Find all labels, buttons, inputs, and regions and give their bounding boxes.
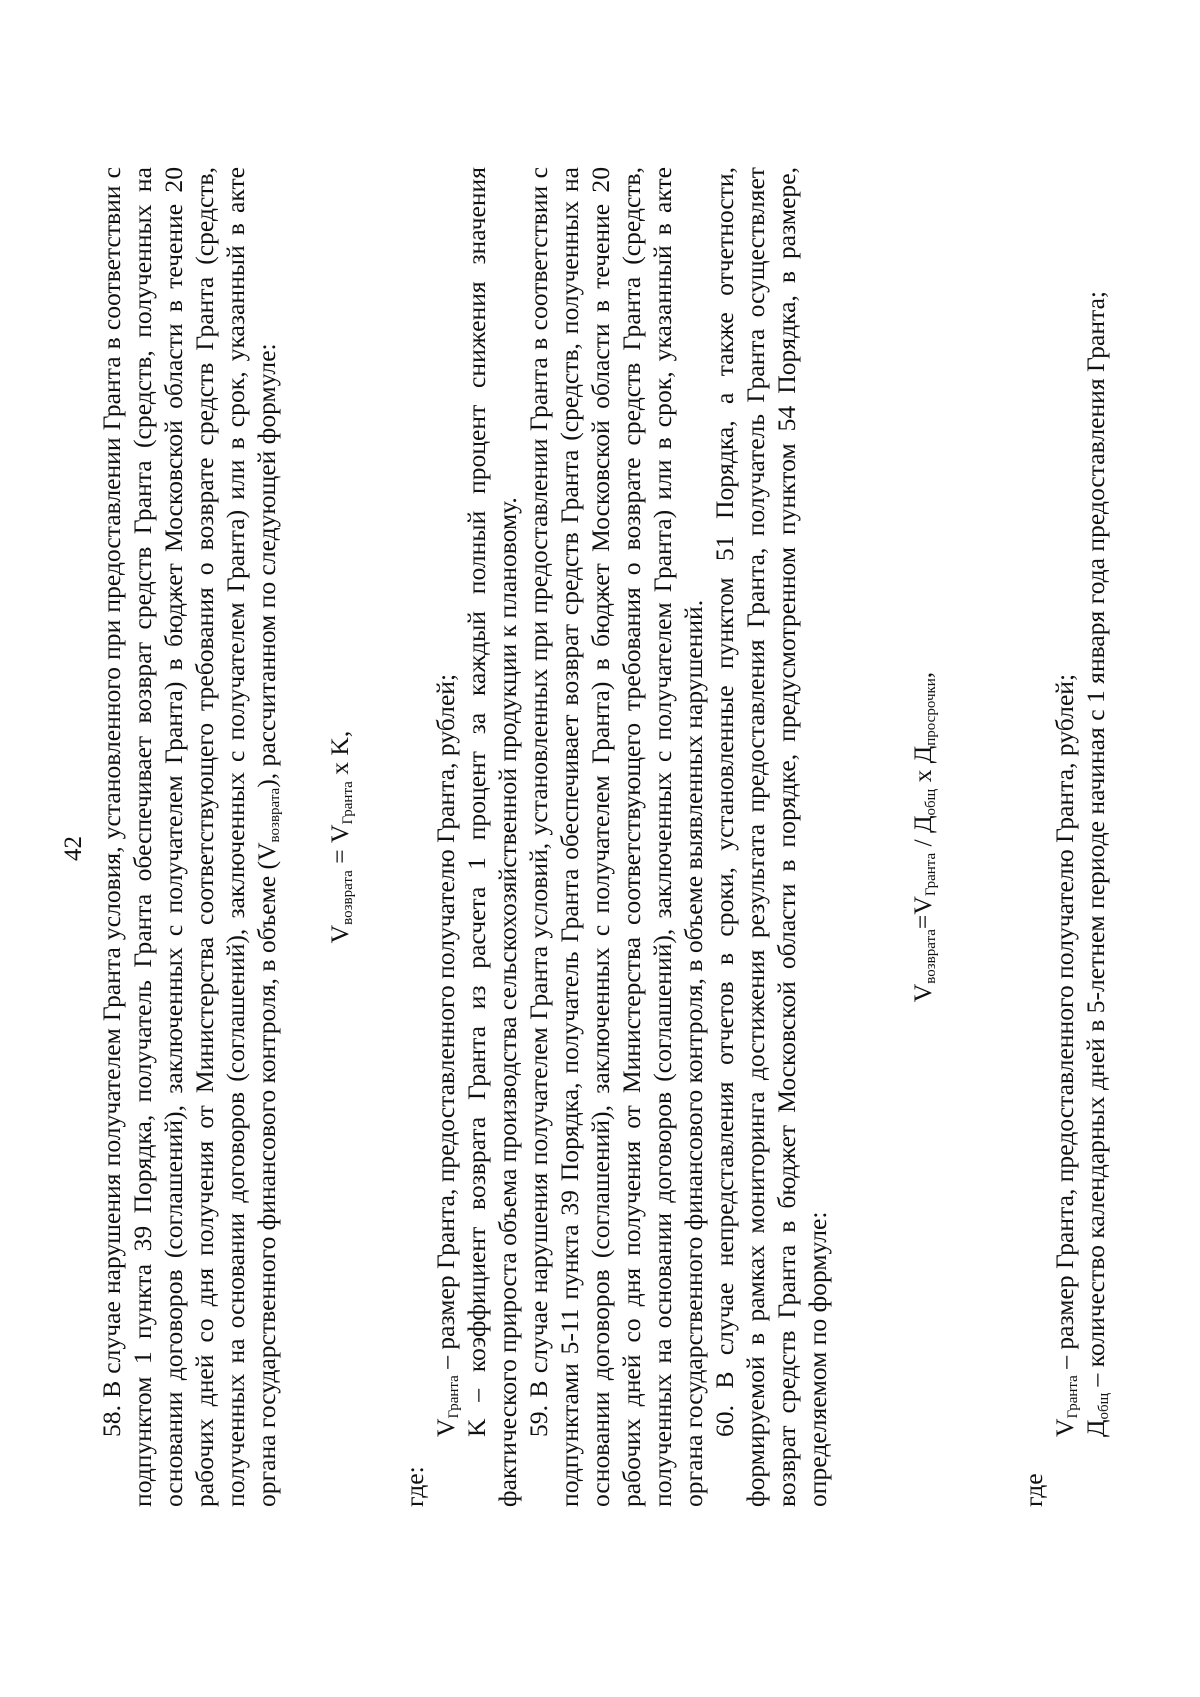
formula-return-coefficient bbox=[324, 167, 355, 1507]
formula-symbol: x K, bbox=[325, 730, 354, 782]
formula-symbol: x Д bbox=[908, 745, 937, 789]
subscript: Гранта bbox=[1065, 1375, 1081, 1419]
subscript: возврата bbox=[923, 929, 939, 984]
formula-symbol: V bbox=[908, 983, 937, 1003]
definition-total-days bbox=[1080, 167, 1111, 1507]
formula-symbol: = V bbox=[325, 824, 354, 871]
paragraph-59: 59. В случае нарушения получателем Гранта условий, установленных при предоставлении Гранта в соответствии с подпунктами 5-11 пункта 39 Порядка, получатель Гранта обеспечивает возврат средств Гранта (средств, полученных на основании договоров (соглашений), заключенных с получателем Гранта) в бюджет Московской области в течение 20 рабочих дней со дня получения от Министерства соответствующего требования о возврате средств Гранта (средств, полученных на основании договоров (соглашений), заключенных с получателем Гранта) или в срок, указанный в акте органа государственного финансового контроля, в объеме выявленных нарушений. bbox=[524, 167, 708, 1507]
definition-grant-size bbox=[1049, 167, 1080, 1507]
subscript: общ bbox=[1096, 1392, 1112, 1420]
paragraph-58-text: 58. В случае нарушения получателем Гранта условия, установленного при предоставлении Гранта в соответствии с подпунктом 1 пункта 39 Порядка, получатель Гранта обеспечивает возврат средств Гранта (средств, полученных на основании договоров (соглашений), заключенных с получателем Гранта) в бюджет Московской области в течение 20 рабочих дней со дня получения от Министерства соответствующего требования о возврате средств Гранта (средств, полученных на основании договоров (соглашений), заключенных с получателем Гранта) или в срок, указанный в акте органа государственного финансового контроля, в объеме (V bbox=[97, 167, 281, 1507]
subscript: просрочки bbox=[923, 678, 939, 746]
subscript: Гранта bbox=[340, 781, 356, 825]
definition-text: – размер Гранта, предоставленного получателю Гранта, рублей; bbox=[431, 673, 460, 1376]
where-label: где bbox=[1019, 1473, 1048, 1507]
definition-k: K – коэффициент возврата Гранта из расчета 1 процент за каждый полный процент снижения значения фактического прироста объема производства сельскохозяйственной продукции к плановому. bbox=[462, 167, 522, 1507]
subscript: Гранта bbox=[923, 852, 939, 897]
paragraph-58 bbox=[96, 167, 282, 1507]
subscript: возврата bbox=[340, 870, 356, 925]
definition-text: – количество календарных дней в 5-летнем периоде начиная с 1 января года предоставления Гранта; bbox=[1081, 290, 1110, 1393]
formula-symbol: / Д bbox=[908, 815, 937, 853]
subscript: Гранта bbox=[446, 1375, 462, 1419]
formula-symbol: =V bbox=[908, 896, 937, 930]
subscript: возврата bbox=[267, 787, 283, 843]
formula-symbol: V bbox=[431, 1418, 460, 1437]
page-number: 42 bbox=[60, 836, 87, 861]
paragraph-58-tail: ), рассчитанном по следующей формуле: bbox=[252, 343, 281, 788]
definition-grant-size bbox=[430, 167, 461, 1507]
paragraph-60: 60. В случае непредставления отчетов в сроки, установленные пунктом 51 Порядка, а также отчетности, формируемой в рамках мониторинга достижения результата предоставления Гранта, получатель Гранта осуществляет возврат средств Гранта в бюджет Московской области в порядке, предусмотренном пунктом 54 Порядка, в размере, определяемом по формуле: bbox=[710, 167, 832, 1507]
formula-symbol: V bbox=[325, 924, 354, 944]
formula-symbol: Д bbox=[1081, 1419, 1110, 1437]
formula-symbol: V bbox=[1050, 1418, 1079, 1437]
formula-return-days bbox=[907, 167, 938, 1507]
where-label: где: bbox=[400, 1466, 429, 1507]
definition-text: – размер Гранта, предоставленного получателю Гранта, рублей; bbox=[1050, 673, 1079, 1376]
subscript: общ bbox=[923, 788, 939, 816]
formula-symbol: , bbox=[908, 671, 937, 679]
document-body bbox=[96, 167, 1111, 1507]
